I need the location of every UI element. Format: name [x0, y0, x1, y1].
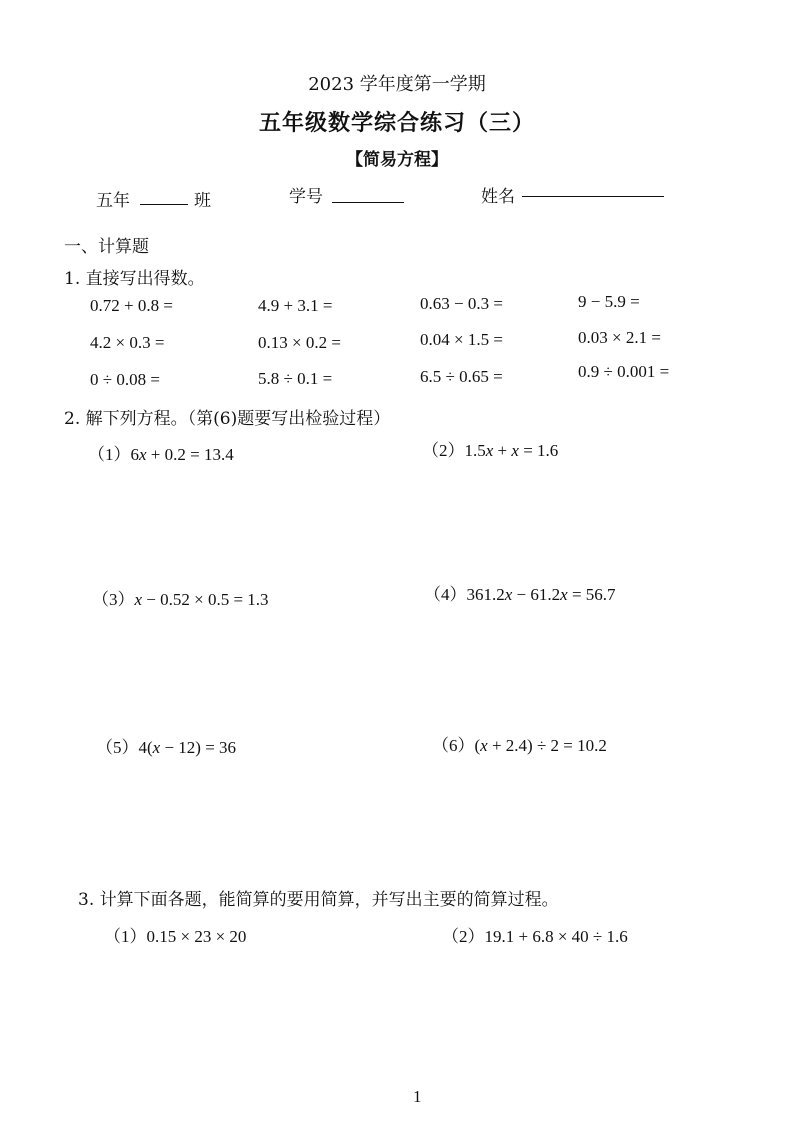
q1-item: 4.2 × 0.3 = [90, 333, 165, 352]
equation: （2）1.5x + x = 1.6 [422, 441, 559, 460]
exam-year: 2023 学年度第一学期 [308, 74, 486, 95]
q1-item: 0.13 × 0.2 = [258, 333, 341, 352]
q1-item: 0.9 ÷ 0.001 = [578, 362, 670, 381]
name-label: 姓名 [481, 187, 515, 207]
equation: （3）x − 0.52 × 0.5 = 1.3 [92, 590, 269, 609]
q1-item: 0.04 × 1.5 = [420, 330, 503, 349]
q1-item: 9 − 5.9 = [578, 292, 640, 311]
student-no-label: 学号 [289, 187, 323, 207]
grade-label: 五年 [96, 191, 130, 211]
equation: （5）4(x − 12) = 36 [96, 738, 237, 757]
q2-label: 2. 解下列方程。（第(6)题要写出检验过程） [64, 409, 391, 429]
q1-label: 1. 直接写出得数。 [64, 269, 205, 289]
section-title: 一、计算题 [64, 237, 149, 257]
page-number: 1 [413, 1087, 422, 1106]
q1-item: 6.5 ÷ 0.65 = [420, 367, 503, 386]
q1-item: 0.03 × 2.1 = [578, 328, 661, 347]
q1-item: 0.63 − 0.3 = [420, 294, 503, 313]
student-no-blank[interactable] [332, 202, 404, 203]
equation: （6）(x + 2.4) ÷ 2 = 10.2 [432, 736, 607, 755]
q1-item: 4.9 + 3.1 = [258, 296, 333, 315]
q3-label: 3. 计算下面各题，能简算的要用简算，并写出主要的简算过程。 [78, 890, 559, 910]
equation: （1）6x + 0.2 = 13.4 [88, 445, 234, 464]
q1-item: 5.8 ÷ 0.1 = [258, 369, 333, 388]
class-label: 班 [194, 191, 211, 211]
calculation: （1）0.15 × 23 × 20 [104, 927, 247, 946]
exam-subtitle: 【简易方程】 [346, 150, 448, 170]
class-blank[interactable] [140, 204, 188, 205]
exam-title: 五年级数学综合练习（三） [258, 110, 535, 136]
q1-item: 0.72 + 0.8 = [90, 296, 173, 315]
equation: （4）361.2x − 61.2x = 56.7 [424, 585, 616, 604]
q1-item: 0 ÷ 0.08 = [90, 370, 160, 389]
calculation: （2）19.1 + 6.8 × 40 ÷ 1.6 [442, 927, 628, 946]
name-blank[interactable] [522, 196, 664, 197]
